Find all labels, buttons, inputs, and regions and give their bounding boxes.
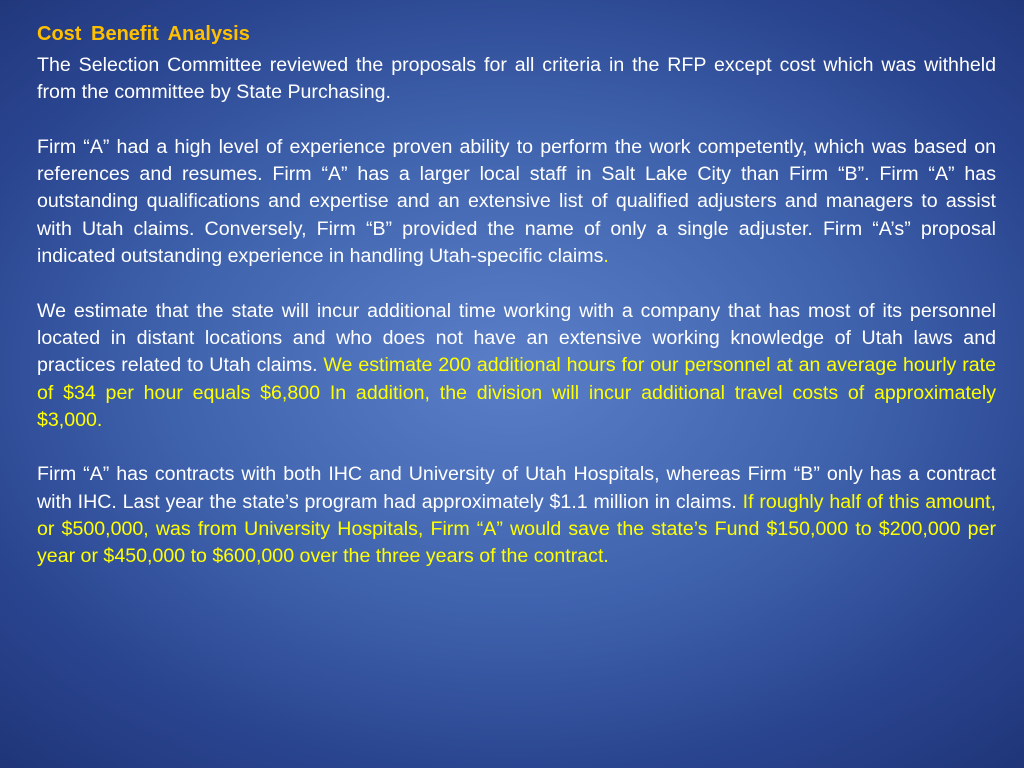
- slide-title: Cost Benefit Analysis: [37, 23, 250, 45]
- paragraph-text: The Selection Committee reviewed the proposals for all criteria in the RFP except cost which was withheld from the committee by State Purchasing.: [37, 54, 996, 104]
- paragraph-selection-committee: [37, 52, 996, 107]
- paragraph-highlight: We estimate 200 additional hours for our personnel at an average hourly rate of $34 per hour equals $6,800 In addition, the division will incur additional travel costs of approximately $3,000.: [37, 354, 996, 431]
- paragraph-firm-experience: [37, 134, 996, 270]
- slide-content: [37, 20, 996, 571]
- paragraph-highlight: If roughly half of this amount, or $500,000, was from University Hospitals, Firm “A” would save the state’s Fund $150,000 to $200,000 per year or $450,000 to $600,000 over the three years of the contract.: [37, 490, 997, 568]
- paragraph-additional-time: [37, 298, 996, 434]
- paragraph-highlight: .: [603, 245, 609, 268]
- paragraph-text: Firm “A” had a high level of experience proven ability to perform the work competently, which was based on references and resumes. Firm “A” has a larger local staff in Salt Lake City than Firm “B”. Firm “A” has outstanding qualifications and expertise and an extensive list of qualified adjusters and managers to assist with Utah claims. Conversely, Firm “B” provided the name of only a single adjuster. Firm “A’s” proposal indicated outstanding experience in handling Utah-specific claims: [37, 135, 996, 268]
- paragraph-text: Firm “A” has contracts with both IHC and University of Utah Hospitals, whereas Firm “B” only has a contract with IHC. Last year the state’s program had approximately $1.1 million in claims.: [37, 463, 996, 513]
- paragraph-text: We estimate that the state will incur additional time working with a company that has most of its personnel located in distant locations and who does not have an extensive working knowledge of Utah laws and practices related to Utah claims.: [37, 299, 996, 377]
- paragraph-hospital-contracts: [37, 461, 996, 570]
